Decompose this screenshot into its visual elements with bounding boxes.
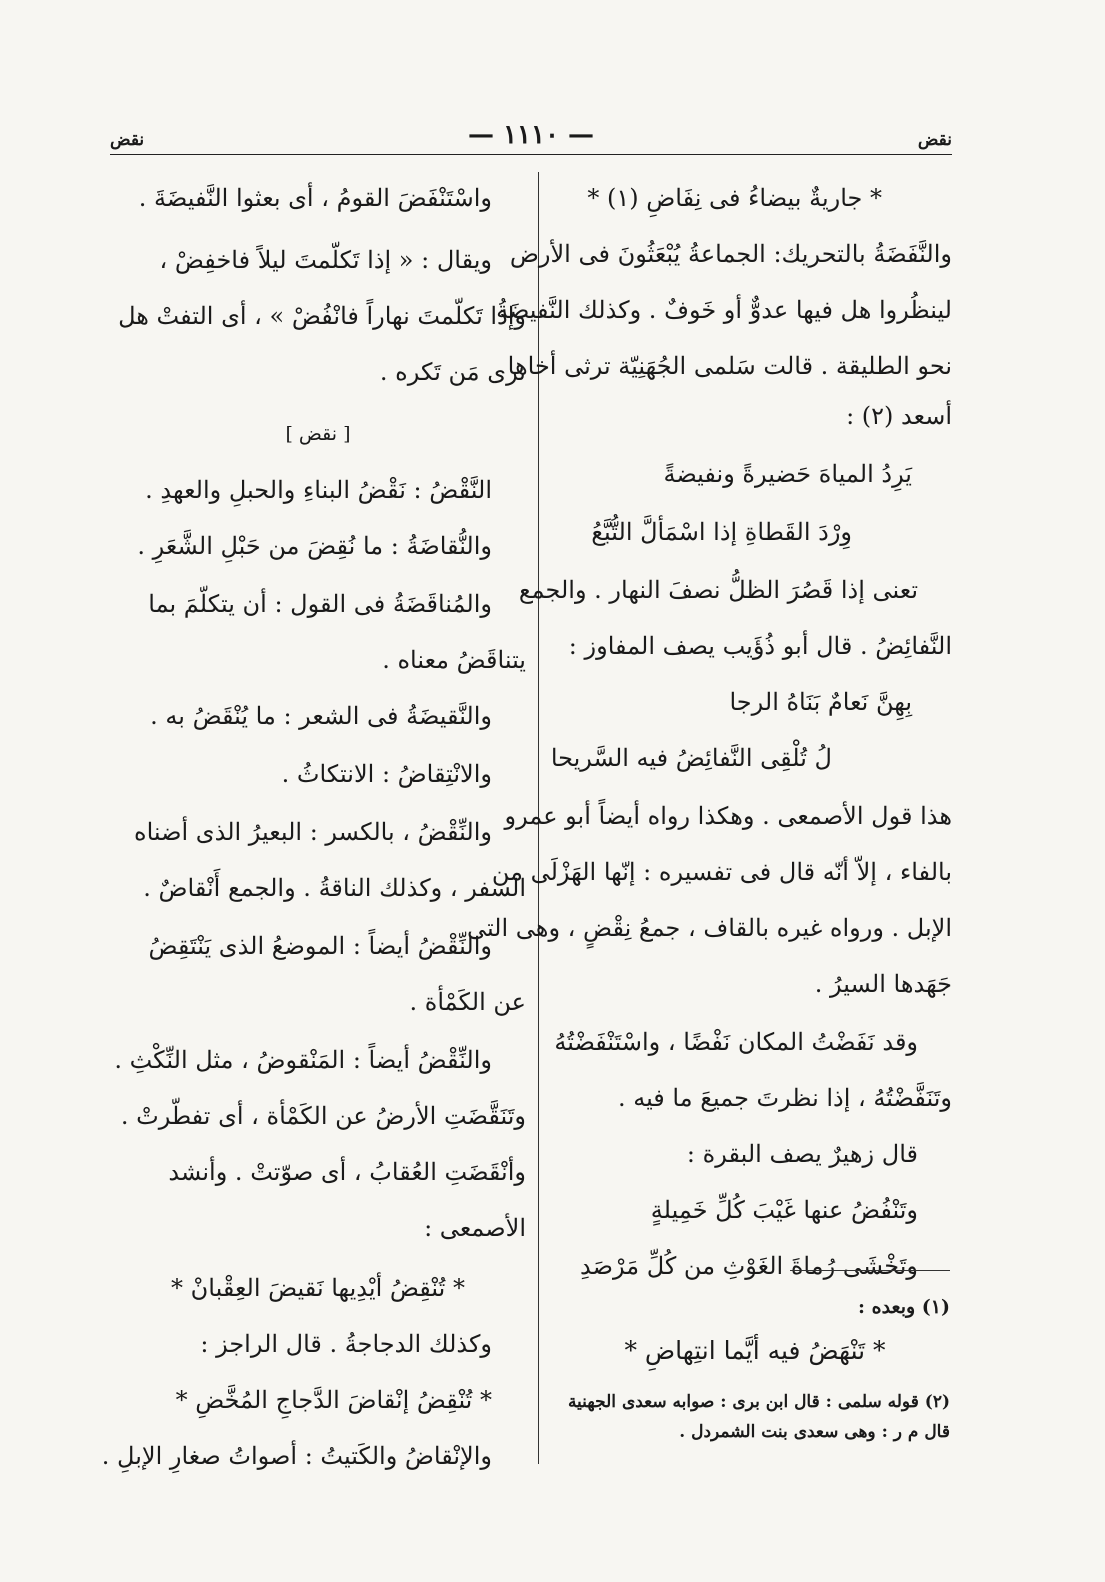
text-line: الأصمعى : [424,1214,526,1242]
text-line: لينظُروا هل فيها عدوٌّ أو خَوفٌ . وكذلك النَّفيضَةُ [496,296,952,324]
entry-heading-naqd: [ نقض ] [285,423,351,445]
verse-line: يَرِدُ المياهَ حَضيرةً ونفيضةً [663,460,912,488]
text-line: نحو الطليقة . قالت سَلمى الجُهَنِيّة ترثى أخاها [507,352,952,380]
text-line: ويقال : « إذا تَكلّمتَ ليلاً فاخفِضْ ، [159,246,492,274]
page-number: — ١١١٠ — [468,120,594,150]
text-line: وكذلك الدجاجةُ . قال الراجز : [200,1330,492,1358]
verse-line: وتَخْشَى رُماةَ الغَوْثِ من كُلِّ مَرْصَدِ [579,1252,918,1280]
text-line: النَّقْضُ : نَقْضُ البناءِ والحبلِ والعهدِ . [145,476,492,504]
text-line: والإنْقاضُ والكَتيتُ : أصواتُ صغارِ الإبلِ . [101,1442,492,1470]
header-entry-right: نقض [917,130,952,150]
text-line: قال زهيرٌ يصف البقرة : [686,1140,918,1168]
text-line: والانْتِقاضُ : الانتكاثُ . [281,760,492,788]
text-line: * جاريةٌ بيضاءُ فى نِفَاضِ (١) * [587,184,882,212]
footnote-2-cont: قال م ر : وهى سعدى بنت الشمردل . [679,1422,950,1442]
footnote-2: (٢) قوله سلمى : قال ابن برى : صوابه سعدى الجهنية [567,1392,950,1412]
text-line: هذا قول الأصمعى . وهكذا رواه أيضاً أبو عمرو [504,802,952,830]
header-rule [110,154,952,155]
text-line: الإبل . ورواه غيره بالقاف ، جمعُ نِقْضٍ ، وهى التى [466,914,952,942]
text-line: والنُّقاضَةُ : ما نُقِضَ من حَبْلِ الشَّعَرِ . [137,532,492,560]
header-entry-left: نقض [110,130,145,150]
text-line: والنِّقْضُ أيضاً : المَنْقوضُ ، مثل النِّكْثِ . [114,1046,492,1074]
text-line: يتناقَضُ معناه . [382,646,526,674]
text-line: وقد نَفَضْتُ المكان نَفْضًا ، واسْتَنْفَضْتُهُ [554,1028,918,1056]
text-line: ترى مَن تَكره . [379,358,526,386]
text-line: والنِّقْضُ ، بالكسر : البعيرُ الذى أضناه [134,818,492,846]
text-line: السفر ، وكذلك الناقةُ . والجمع أَنْقاضٌ . [143,874,526,902]
text-line: وإذا تَكلّمتَ نهاراً فانْفُضْ » ، أى التفتْ هل [118,302,526,330]
text-line: وتَنَفَّضْتُهُ ، إذا نظرتَ جميعَ ما فيه . [617,1084,952,1112]
verse-line: * تُنْقِضُ أيْدِيها نَقيضَ العِقْبانْ * [171,1274,465,1302]
text-line: عن الكَمْأة . [409,988,526,1016]
text-line: بالفاء ، إلاّ أنّه قال فى تفسيره : إنّها الهَزْلَى من [491,858,952,886]
footnote-1-verse: * تَنْهَضُ فيه أيَّما انتِهاضِ * [624,1336,886,1365]
verse-line: بِهِنَّ نَعامٌ بَنَاهُ الرجا [729,688,912,716]
text-line: وأنْقَضَتِ العُقابُ ، أى صوّتتْ . وأنشد [168,1158,526,1186]
verse-line: لُ تُلْقِى النَّفائِضُ فيه السَّريحا [550,744,832,772]
footnote-1: (١) وبعده : [857,1296,950,1318]
text-line: وتَنَقَّضَتِ الأرضُ عن الكَمْأة ، أى تفطّرتْ . [120,1102,526,1130]
text-line: والمُناقَضَةُ فى القول : أن يتكلّمَ بما [148,590,492,618]
verse-line: وتَنْفُضُ عنها غَيْبَ كُلِّ خَمِيلةٍ [650,1196,918,1224]
text-line: أسعد (٢) : [846,402,952,430]
page-header [110,118,952,158]
text-line: النَّفائِضُ . قال أبو ذُؤَيب يصف المفاوز : [568,632,952,660]
text-line: والنَّفَضَةُ بالتحريك: الجماعةُ يُبْعَثُونَ فى الأرض [509,240,952,268]
footnote-rule [790,1270,950,1271]
text-line: جَهَدها السيرُ . [814,970,952,998]
text-line: تعنى إذا قَصُرَ الظلُّ نصفَ النهار . والجمع [518,576,918,604]
text-line: واسْتَنْفَضَ القومُ ، أى بعثوا النَّفيضَةَ . [138,184,492,212]
verse-line: * تُنْقِضُ إنْقاضَ الدَّجاجِ المُخَّضِ * [175,1386,492,1414]
verse-line: وِرْدَ القَطاةِ إذا اسْمَألَّ التُّبَّعُ [591,518,852,546]
text-line: والنِّقْضُ أيضاً : الموضعُ الذى يَنْتَقِضُ [148,932,492,960]
text-line: والنَّقيضَةُ فى الشعر : ما يُنْقَضُ به . [150,702,492,730]
